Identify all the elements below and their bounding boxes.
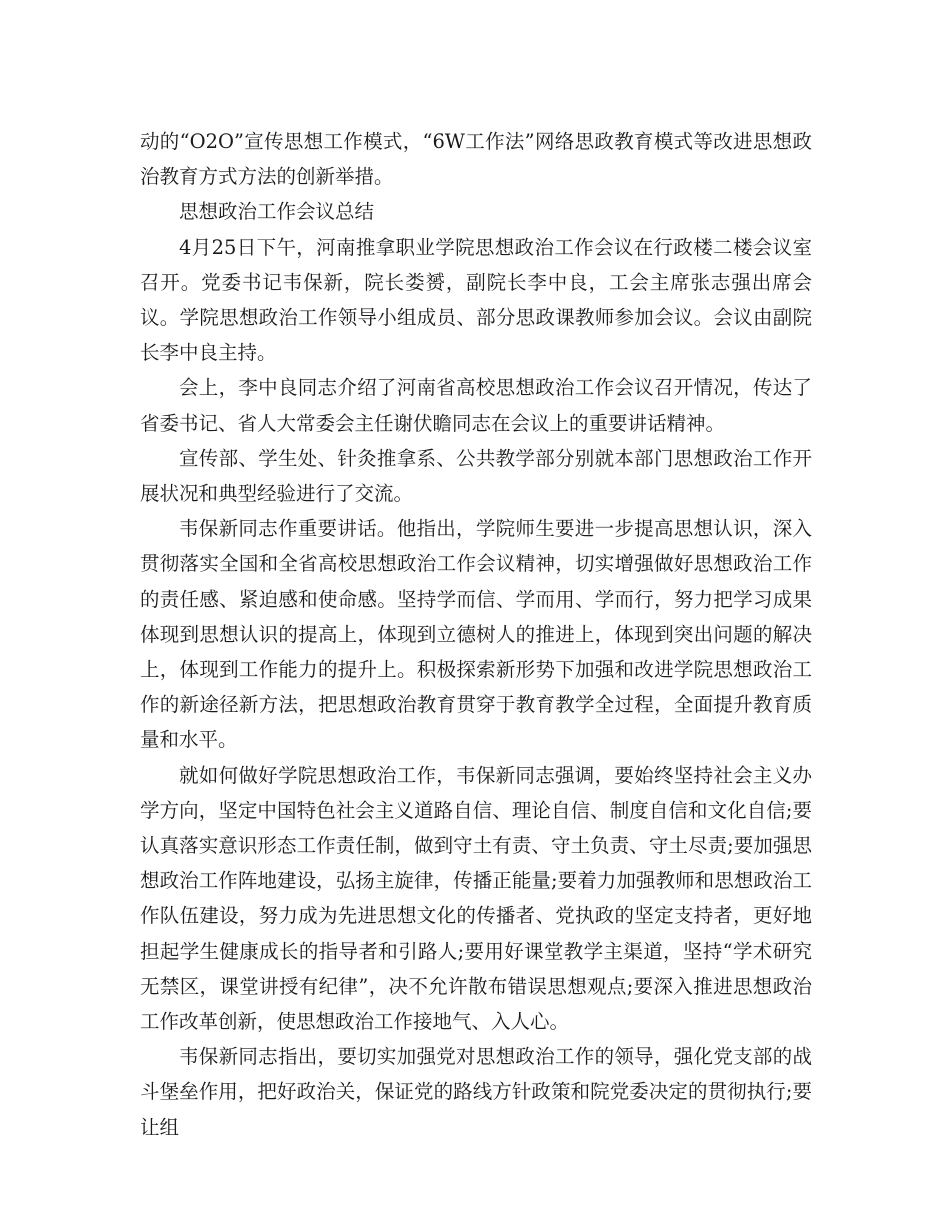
paragraph: 动的“O2O”宣传思想工作模式，“6W工作法”网络思政教育模式等改进思想政治教育方式方法的创新举措。 — [140, 130, 812, 189]
paragraph: 4月25日下午，河南推拿职业学院思想政治工作会议在行政楼二楼会议室召开。党委书记韦保新，院长娄赟，副院长李中良，工会主席张志强出席会议。学院思想政治工作领导小组成员、部分思政课教师参加会议。会议由副院长李中良主持。 — [140, 235, 812, 365]
paragraph: 韦保新同志作重要讲话。他指出，学院师生要进一步提高思想认识，深入贯彻落实全国和全省高校思想政治工作会议精神，切实增强做好思想政治工作的责任感、紧迫感和使命感。坚持学而信、学而用、学而行，努力把学习成果体现到思想认识的提高上，体现到立德树人的推进上，体现到突出问题的解决上，体现到工作能力的提升上。积极探索新形势下加强和改进学院思想政治工作的新途径新方法，把思想政治教育贯穿于教育教学全过程，全面提升教育质量和水平。 — [140, 517, 812, 752]
paragraph: 会上，李中良同志介绍了河南省高校思想政治工作会议召开情况，传达了省委书记、省人大常委会主任谢伏瞻同志在会议上的重要讲话精神。 — [140, 376, 812, 435]
document-body — [140, 124, 812, 1145]
section-heading: 思想政治工作会议总结 — [179, 200, 375, 224]
paragraph: 就如何做好学院思想政治工作，韦保新同志强调，要始终坚持社会主义办学方向，坚定中国特色社会主义道路自信、理论自信、制度自信和文化自信;要认真落实意识形态工作责任制，做到守土有责、守土负责、守土尽责;要加强思想政治工作阵地建设，弘扬主旋律，传播正能量;要着力加强教师和思想政治工作队伍建设，努力成为先进思想文化的传播者、党执政的坚定支持者，更好地担起学生健康成长的指导者和引路人;要用好课堂教学主渠道，坚持“学术研究无禁区，课堂讲授有纪律”，决不允许散布错误思想观点;要深入推进思想政治工作改革创新，使思想政治工作接地气、入人心。 — [140, 763, 812, 1034]
paragraph: 韦保新同志指出，要切实加强党对思想政治工作的领导，强化党支部的战斗堡垒作用，把好政治关，保证党的路线方针政策和院党委决定的贯彻执行;要让组 — [140, 1045, 812, 1139]
paragraph: 宣传部、学生处、针灸推拿系、公共教学部分别就本部门思想政治工作开展状况和典型经验进行了交流。 — [140, 446, 812, 506]
